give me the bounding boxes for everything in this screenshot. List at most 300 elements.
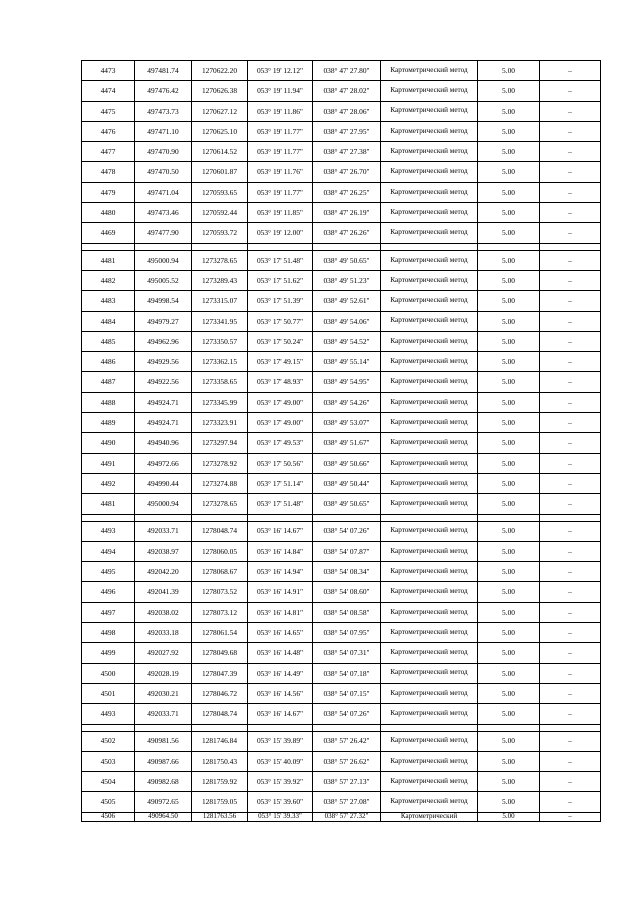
coord-y-cell: 1270625.10: [192, 121, 248, 141]
method-cell: Картометрический метод: [381, 602, 478, 622]
precision-cell: 5.00: [478, 751, 540, 771]
method-cell: Картометрический метод: [381, 792, 478, 812]
separator-cell: [313, 243, 381, 250]
point-number-cell: 4495: [82, 562, 135, 582]
latitude-cell: 053° 16' 14.84": [248, 541, 313, 561]
method-cell: Картометрический метод: [381, 562, 478, 582]
separator-cell: [540, 243, 601, 250]
method-cell: Картометрический метод: [381, 392, 478, 412]
point-number-cell: 4481: [82, 494, 135, 514]
method-cell: Картометрический метод: [381, 352, 478, 372]
coord-x-cell: 497481.74: [135, 61, 192, 81]
point-number-cell: 4503: [82, 751, 135, 771]
note-cell: –: [540, 81, 601, 101]
note-cell: –: [540, 250, 601, 270]
precision-cell: 5.00: [478, 433, 540, 453]
separator-cell: [478, 514, 540, 521]
coord-x-cell: 492033.71: [135, 704, 192, 724]
coord-y-cell: 1278046.72: [192, 683, 248, 703]
note-cell: –: [540, 582, 601, 602]
longitude-cell: 038° 47' 27.95": [313, 121, 381, 141]
coord-x-cell: 492038.97: [135, 541, 192, 561]
coord-y-cell: 1273341.95: [192, 311, 248, 331]
precision-cell: 5.00: [478, 372, 540, 392]
note-cell: –: [540, 101, 601, 121]
table-row: [82, 352, 601, 372]
latitude-cell: 053° 17' 51.48": [248, 494, 313, 514]
point-number-cell: 4485: [82, 331, 135, 351]
precision-cell: 5.00: [478, 541, 540, 561]
method-cell: Картометрический метод: [381, 142, 478, 162]
point-number-cell: 4474: [82, 81, 135, 101]
table-separator-row: [82, 514, 601, 521]
separator-cell: [313, 514, 381, 521]
coord-y-cell: 1270601.87: [192, 162, 248, 182]
coord-y-cell: 1278049.68: [192, 643, 248, 663]
note-cell: –: [540, 270, 601, 290]
table-row: [82, 311, 601, 331]
latitude-cell: 053° 19' 12.12": [248, 61, 313, 81]
table-row: [82, 663, 601, 683]
table-row: [82, 494, 601, 514]
precision-cell: 5.00: [478, 582, 540, 602]
coord-y-cell: 1273297.94: [192, 433, 248, 453]
precision-cell: 5.00: [478, 182, 540, 202]
latitude-cell: 053° 17' 49.53": [248, 433, 313, 453]
point-number-cell: 4505: [82, 792, 135, 812]
method-cell: Картометрический метод: [381, 643, 478, 663]
longitude-cell: 038° 47' 28.06": [313, 101, 381, 121]
precision-cell: 5.00: [478, 602, 540, 622]
point-number-cell: 4494: [82, 541, 135, 561]
precision-cell: 5.00: [478, 331, 540, 351]
coord-y-cell: 1270614.52: [192, 142, 248, 162]
method-cell: Картометрический метод: [381, 541, 478, 561]
table-row: [82, 121, 601, 141]
longitude-cell: 038° 57' 27.13": [313, 772, 381, 792]
note-cell: –: [540, 473, 601, 493]
latitude-cell: 053° 17' 50.77": [248, 311, 313, 331]
table-row: [82, 623, 601, 643]
separator-cell: [540, 724, 601, 731]
table-row: [82, 331, 601, 351]
table-row: [82, 772, 601, 792]
coord-x-cell: 492028.19: [135, 663, 192, 683]
table-row: [82, 61, 601, 81]
latitude-cell: 053° 15' 39.33": [248, 812, 313, 821]
point-number-cell: 4493: [82, 521, 135, 541]
note-cell: –: [540, 291, 601, 311]
point-number-cell: 4497: [82, 602, 135, 622]
longitude-cell: 038° 49' 51.23": [313, 270, 381, 290]
coord-x-cell: 497477.90: [135, 223, 192, 243]
coord-y-cell: 1270627.12: [192, 101, 248, 121]
note-cell: –: [540, 663, 601, 683]
point-number-cell: 4473: [82, 61, 135, 81]
latitude-cell: 053° 19' 11.85": [248, 203, 313, 223]
table-row: [82, 372, 601, 392]
coord-y-cell: 1278048.74: [192, 704, 248, 724]
coord-x-cell: 490987.66: [135, 751, 192, 771]
coord-x-cell: 492030.21: [135, 683, 192, 703]
coord-y-cell: 1278073.52: [192, 582, 248, 602]
precision-cell: 5.00: [478, 704, 540, 724]
precision-cell: 5.00: [478, 121, 540, 141]
table-row: [82, 453, 601, 473]
coord-x-cell: 492041.39: [135, 582, 192, 602]
table-row: [82, 562, 601, 582]
point-number-cell: 4482: [82, 270, 135, 290]
coord-x-cell: 494922.56: [135, 372, 192, 392]
separator-cell: [135, 724, 192, 731]
method-cell: Картометрический метод: [381, 731, 478, 751]
coord-x-cell: 497470.50: [135, 162, 192, 182]
latitude-cell: 053° 19' 11.94": [248, 81, 313, 101]
table-row: [82, 812, 601, 821]
point-number-cell: 4491: [82, 453, 135, 473]
table-row: [82, 250, 601, 270]
coord-x-cell: 490964.50: [135, 812, 192, 821]
coord-x-cell: 494962.96: [135, 331, 192, 351]
table-row: [82, 473, 601, 493]
method-cell: Картометрический метод: [381, 81, 478, 101]
note-cell: –: [540, 413, 601, 433]
latitude-cell: 053° 16' 14.56": [248, 683, 313, 703]
latitude-cell: 053° 19' 11.77": [248, 142, 313, 162]
separator-cell: [192, 243, 248, 250]
table-row: [82, 182, 601, 202]
latitude-cell: 053° 16' 14.94": [248, 562, 313, 582]
table-row: [82, 203, 601, 223]
precision-cell: 5.00: [478, 81, 540, 101]
longitude-cell: 038° 47' 26.25": [313, 182, 381, 202]
separator-cell: [82, 724, 135, 731]
note-cell: –: [540, 372, 601, 392]
coord-y-cell: 1270592.44: [192, 203, 248, 223]
latitude-cell: 053° 17' 51.39": [248, 291, 313, 311]
method-cell: Картометрический метод: [381, 203, 478, 223]
method-cell: Картометрический метод: [381, 623, 478, 643]
longitude-cell: 038° 54' 07.87": [313, 541, 381, 561]
coord-y-cell: 1281759.05: [192, 792, 248, 812]
point-number-cell: 4486: [82, 352, 135, 372]
latitude-cell: 053° 15' 39.60": [248, 792, 313, 812]
coord-x-cell: 490982.68: [135, 772, 192, 792]
point-number-cell: 4501: [82, 683, 135, 703]
longitude-cell: 038° 49' 50.44": [313, 473, 381, 493]
longitude-cell: 038° 49' 54.52": [313, 331, 381, 351]
note-cell: –: [540, 731, 601, 751]
latitude-cell: 053° 17' 49.00": [248, 413, 313, 433]
table-row: [82, 704, 601, 724]
longitude-cell: 038° 54' 08.58": [313, 602, 381, 622]
precision-cell: 5.00: [478, 162, 540, 182]
point-number-cell: 4475: [82, 101, 135, 121]
precision-cell: 5.00: [478, 521, 540, 541]
latitude-cell: 053° 16' 14.67": [248, 521, 313, 541]
longitude-cell: 038° 54' 07.15": [313, 683, 381, 703]
longitude-cell: 038° 47' 26.26": [313, 223, 381, 243]
method-cell: Картометрический метод: [381, 101, 478, 121]
point-number-cell: 4469: [82, 223, 135, 243]
method-cell: Картометрический метод: [381, 582, 478, 602]
point-number-cell: 4479: [82, 182, 135, 202]
note-cell: –: [540, 392, 601, 412]
coord-y-cell: 1278061.54: [192, 623, 248, 643]
note-cell: –: [540, 162, 601, 182]
coord-y-cell: 1273278.92: [192, 453, 248, 473]
longitude-cell: 038° 49' 54.06": [313, 311, 381, 331]
coord-x-cell: 492027.92: [135, 643, 192, 663]
longitude-cell: 038° 47' 27.38": [313, 142, 381, 162]
coord-y-cell: 1278068.67: [192, 562, 248, 582]
method-cell: Картометрический метод: [381, 121, 478, 141]
table-row: [82, 223, 601, 243]
coord-y-cell: 1273278.65: [192, 494, 248, 514]
coord-y-cell: 1278047.39: [192, 663, 248, 683]
precision-cell: 5.00: [478, 792, 540, 812]
table-row: [82, 602, 601, 622]
separator-cell: [381, 724, 478, 731]
precision-cell: 5.00: [478, 250, 540, 270]
note-cell: –: [540, 751, 601, 771]
coord-x-cell: 492042.20: [135, 562, 192, 582]
method-cell: Картометрический метод: [381, 61, 478, 81]
coord-y-cell: 1278073.12: [192, 602, 248, 622]
coord-y-cell: 1278060.05: [192, 541, 248, 561]
longitude-cell: 038° 54' 07.31": [313, 643, 381, 663]
precision-cell: 5.00: [478, 812, 540, 821]
latitude-cell: 053° 17' 51.14": [248, 473, 313, 493]
point-number-cell: 4483: [82, 291, 135, 311]
longitude-cell: 038° 47' 27.80": [313, 61, 381, 81]
longitude-cell: 038° 49' 55.14": [313, 352, 381, 372]
table-row: [82, 541, 601, 561]
coord-x-cell: 495000.94: [135, 250, 192, 270]
latitude-cell: 053° 15' 40.09": [248, 751, 313, 771]
coord-x-cell: 490981.56: [135, 731, 192, 751]
longitude-cell: 038° 57' 26.62": [313, 751, 381, 771]
table-row: [82, 433, 601, 453]
method-cell: Картометрический метод: [381, 223, 478, 243]
note-cell: –: [540, 203, 601, 223]
coord-y-cell: 1281746.84: [192, 731, 248, 751]
separator-cell: [540, 514, 601, 521]
method-cell: Картометрический метод: [381, 494, 478, 514]
latitude-cell: 053° 15' 39.89": [248, 731, 313, 751]
latitude-cell: 053° 17' 51.48": [248, 250, 313, 270]
table-row: [82, 413, 601, 433]
latitude-cell: 053° 17' 48.93": [248, 372, 313, 392]
table-separator-row: [82, 243, 601, 250]
coord-y-cell: 1273362.15: [192, 352, 248, 372]
precision-cell: 5.00: [478, 562, 540, 582]
point-number-cell: 4502: [82, 731, 135, 751]
precision-cell: 5.00: [478, 413, 540, 433]
latitude-cell: 053° 16' 14.91": [248, 582, 313, 602]
coord-x-cell: 497473.46: [135, 203, 192, 223]
table-row: [82, 731, 601, 751]
coord-x-cell: 494979.27: [135, 311, 192, 331]
note-cell: –: [540, 704, 601, 724]
longitude-cell: 038° 49' 50.66": [313, 453, 381, 473]
point-number-cell: 4493: [82, 704, 135, 724]
separator-cell: [135, 243, 192, 250]
note-cell: –: [540, 61, 601, 81]
coord-y-cell: 1273315.07: [192, 291, 248, 311]
method-cell: Картометрический метод: [381, 663, 478, 683]
latitude-cell: 053° 19' 11.77": [248, 121, 313, 141]
coord-x-cell: 492038.02: [135, 602, 192, 622]
precision-cell: 5.00: [478, 203, 540, 223]
latitude-cell: 053° 19' 11.77": [248, 182, 313, 202]
precision-cell: 5.00: [478, 683, 540, 703]
table-row: [82, 291, 601, 311]
note-cell: –: [540, 541, 601, 561]
table-row: [82, 751, 601, 771]
coord-y-cell: 1273345.99: [192, 392, 248, 412]
precision-cell: 5.00: [478, 453, 540, 473]
note-cell: –: [540, 311, 601, 331]
table-body: [82, 61, 601, 822]
longitude-cell: 038° 49' 51.67": [313, 433, 381, 453]
separator-cell: [135, 514, 192, 521]
note-cell: –: [540, 494, 601, 514]
table-row: [82, 162, 601, 182]
note-cell: –: [540, 433, 601, 453]
separator-cell: [82, 514, 135, 521]
latitude-cell: 053° 17' 50.24": [248, 331, 313, 351]
precision-cell: 5.00: [478, 101, 540, 121]
separator-cell: [313, 724, 381, 731]
coord-x-cell: 497473.73: [135, 101, 192, 121]
table-row: [82, 643, 601, 663]
longitude-cell: 038° 54' 07.26": [313, 704, 381, 724]
coord-y-cell: 1281763.56: [192, 812, 248, 821]
separator-cell: [248, 243, 313, 250]
table-row: [82, 270, 601, 290]
coordinates-document: [81, 60, 601, 822]
longitude-cell: 038° 49' 52.61": [313, 291, 381, 311]
latitude-cell: 053° 17' 51.62": [248, 270, 313, 290]
note-cell: –: [540, 562, 601, 582]
point-number-cell: 4499: [82, 643, 135, 663]
coord-x-cell: 497470.90: [135, 142, 192, 162]
method-cell: Картометрический метод: [381, 704, 478, 724]
coord-x-cell: 494924.71: [135, 413, 192, 433]
coord-y-cell: 1273358.65: [192, 372, 248, 392]
point-number-cell: 4478: [82, 162, 135, 182]
coord-y-cell: 1273274.88: [192, 473, 248, 493]
note-cell: –: [540, 453, 601, 473]
method-cell: Картометрический метод: [381, 250, 478, 270]
longitude-cell: 038° 57' 27.08": [313, 792, 381, 812]
longitude-cell: 038° 47' 26.19": [313, 203, 381, 223]
separator-cell: [248, 514, 313, 521]
longitude-cell: 038° 49' 54.95": [313, 372, 381, 392]
precision-cell: 5.00: [478, 623, 540, 643]
coordinates-table: [81, 60, 601, 822]
longitude-cell: 038° 49' 50.65": [313, 494, 381, 514]
point-number-cell: 4489: [82, 413, 135, 433]
coord-y-cell: 1281750.43: [192, 751, 248, 771]
method-cell: Картометрический: [381, 812, 478, 821]
longitude-cell: 038° 49' 54.26": [313, 392, 381, 412]
separator-cell: [381, 243, 478, 250]
note-cell: –: [540, 602, 601, 622]
latitude-cell: 053° 16' 14.67": [248, 704, 313, 724]
method-cell: Картометрический метод: [381, 433, 478, 453]
coord-x-cell: 494940.96: [135, 433, 192, 453]
note-cell: –: [540, 683, 601, 703]
method-cell: Картометрический метод: [381, 311, 478, 331]
note-cell: –: [540, 643, 601, 663]
coord-y-cell: 1270622.20: [192, 61, 248, 81]
latitude-cell: 053° 15' 39.92": [248, 772, 313, 792]
note-cell: –: [540, 121, 601, 141]
precision-cell: 5.00: [478, 352, 540, 372]
note-cell: –: [540, 772, 601, 792]
coord-x-cell: 494929.56: [135, 352, 192, 372]
coord-y-cell: 1270593.72: [192, 223, 248, 243]
method-cell: Картометрический метод: [381, 291, 478, 311]
point-number-cell: 4500: [82, 663, 135, 683]
coord-x-cell: 492033.71: [135, 521, 192, 541]
point-number-cell: 4498: [82, 623, 135, 643]
coord-x-cell: 497471.10: [135, 121, 192, 141]
separator-cell: [381, 514, 478, 521]
coord-x-cell: 494972.66: [135, 453, 192, 473]
coord-y-cell: 1273323.91: [192, 413, 248, 433]
note-cell: –: [540, 142, 601, 162]
longitude-cell: 038° 54' 08.60": [313, 582, 381, 602]
point-number-cell: 4492: [82, 473, 135, 493]
point-number-cell: 4506: [82, 812, 135, 821]
precision-cell: 5.00: [478, 643, 540, 663]
separator-cell: [248, 724, 313, 731]
latitude-cell: 053° 19' 11.76": [248, 162, 313, 182]
precision-cell: 5.00: [478, 142, 540, 162]
precision-cell: 5.00: [478, 311, 540, 331]
latitude-cell: 053° 19' 11.86": [248, 101, 313, 121]
longitude-cell: 038° 54' 07.95": [313, 623, 381, 643]
coord-y-cell: 1270593.65: [192, 182, 248, 202]
longitude-cell: 038° 47' 26.70": [313, 162, 381, 182]
precision-cell: 5.00: [478, 392, 540, 412]
method-cell: Картометрический метод: [381, 453, 478, 473]
point-number-cell: 4488: [82, 392, 135, 412]
latitude-cell: 053° 17' 49.15": [248, 352, 313, 372]
method-cell: Картометрический метод: [381, 521, 478, 541]
point-number-cell: 4481: [82, 250, 135, 270]
separator-cell: [192, 514, 248, 521]
table-row: [82, 142, 601, 162]
latitude-cell: 053° 19' 12.00": [248, 223, 313, 243]
coord-x-cell: 497471.04: [135, 182, 192, 202]
coord-y-cell: 1278048.74: [192, 521, 248, 541]
method-cell: Картометрический метод: [381, 162, 478, 182]
precision-cell: 5.00: [478, 494, 540, 514]
note-cell: –: [540, 331, 601, 351]
point-number-cell: 4487: [82, 372, 135, 392]
table-row: [82, 792, 601, 812]
coord-x-cell: 495005.52: [135, 270, 192, 290]
coord-y-cell: 1281759.92: [192, 772, 248, 792]
note-cell: –: [540, 792, 601, 812]
latitude-cell: 053° 16' 14.81": [248, 602, 313, 622]
table-row: [82, 392, 601, 412]
method-cell: Картометрический метод: [381, 270, 478, 290]
